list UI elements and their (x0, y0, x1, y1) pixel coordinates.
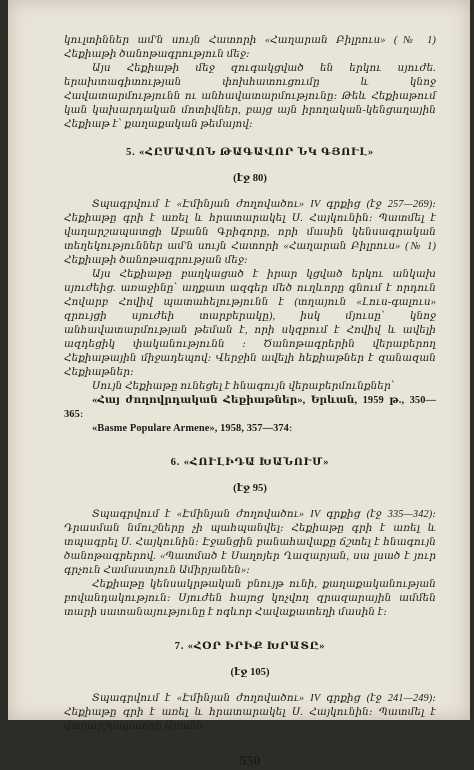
section-7-paragraph-1: Տպագրվում է «Էմինյան ժողովածու» IV գրքից (էջ 241—249)։ Հեքիաթը գրի է առել և հրատարակել Ս. Հայկունին։ Պատմել է վաղարշապատցի Աբանն (64, 693, 436, 732)
intro-continuation: կուլտիններ ամ'ն սույն Հատորի «Հաղարան Բիլրուս» (№ 1) Հեքիաթի ծանոթագրություն մեջ։ (64, 35, 436, 60)
section-page-ref-5: (էջ 80) (233, 173, 267, 184)
page-number: 550 (239, 754, 261, 769)
section-title-6: 6. «ՀՈՒԼԻԴԱ ԽԱՆՈՒՄ» (170, 457, 330, 468)
section-5-paragraph-2: Այս Հեքիաթը բաղկացած է իրար կցված երկու անկախ սյուժեից. առաջինը՝ աղքատ ազգեր մեծ ուղևորը գնում է որդուն Հովարբ Հովիվ պատահելությունն է (տղայուն «Լուս-գալուս» զրույցի սյուժեի տարբերակը), իսկ մյուսը՝ կնոջ անհավատարմության թեման է, որի սկզբում է Հովիվ և ավելի ազդեցիկ փականությունն ։ Ծանոթագրերին վերաբերող Հեքիաթային միջադեպով։ Վերջին ավելի հեքիաթներ է զանազան Հեքիաթներ։ (64, 269, 436, 378)
section-title-5: 5. «ՀԸՄԱՎՈՆ ԹԱԳԱՎՈՐ ՆԿ ԳՅՈՒԼ» (126, 147, 374, 158)
section-5-paragraph-3: Սույն Հեքիաթը ունեցել է հնագույն վերաբերմունքներ՝ (92, 381, 395, 392)
intro-paragraph: Այս Հեքիաթի մեջ զուգակցված են երկու սյուժե. երախտագիտության փոխհատուցումը և կնոջ Հավատարմությունն ու անհավատարմությունը։ Թեև Հեքիաթում կան կախարդական մոտիվներ, բայց այն իրողական-կենցաղային Հեքիաթ է՝ քաղաքական թեմայով։ (64, 63, 436, 130)
section-page-ref-7: (էջ 105) (230, 667, 270, 678)
document-page (8, 0, 470, 769)
section-5-paragraph-1: Տպագրվում է «Էմինյան ժողովածու» IV գրքից (էջ 257—269)։ Հեքիաթը գրի է առել և հրատարակել Ս. Հայկունին։ Պատմել է վաղարշապատցի Աբանն Գրիգորը, որի մասին կենսագրական տեղեկություններ ամ'ն սույն Հատորի «Հաղարան Բիլրուս» (№ 1) Հեքիաթի ծանոթագրության մեջ։ (64, 199, 436, 266)
section-page-ref-6: (էջ 95) (233, 483, 267, 494)
section-5-reference-2: «Basme Populare Armene», 1958, 357—374։ (92, 423, 293, 434)
section-6-paragraph-1: Տպագրվում է «Էմինյան ժողովածու» IV գրքից (էջ 335—342)։ Դրասման նմուշները չի պահպանվել։ Հեքիաթը գրի է առել և տպագրել Ս. Հայկունին։ Էջանցին բանահավաքը ճշտել է հնագույն ծանոթագրերով. «Պատմած է Սաղոյեր Ղազարյան, սա լսած է յուր գրչուն Համաստյուն Ամիրյանեն»։ (64, 509, 436, 576)
page-content (64, 34, 436, 770)
section-title-7: 7. «ՀՕՐ ԻՐԻՔ ԽՐԱՏԸ» (174, 641, 326, 652)
section-6-paragraph-2: Հեքիաթը կենսակրթական բնույթ ունի, քաղաքականության բովանդակություն։ Սյուժեն հայոց կոչվող զրազարային ամմեն տարի սատանայությունը է ոգևոր Հավաքատեղի մասին է։ (64, 579, 436, 618)
section-5-reference-1: «Հայ ժողովրդական Հեքիաթներ», Երևան, 1959 թ., 350—365։ (64, 395, 436, 420)
